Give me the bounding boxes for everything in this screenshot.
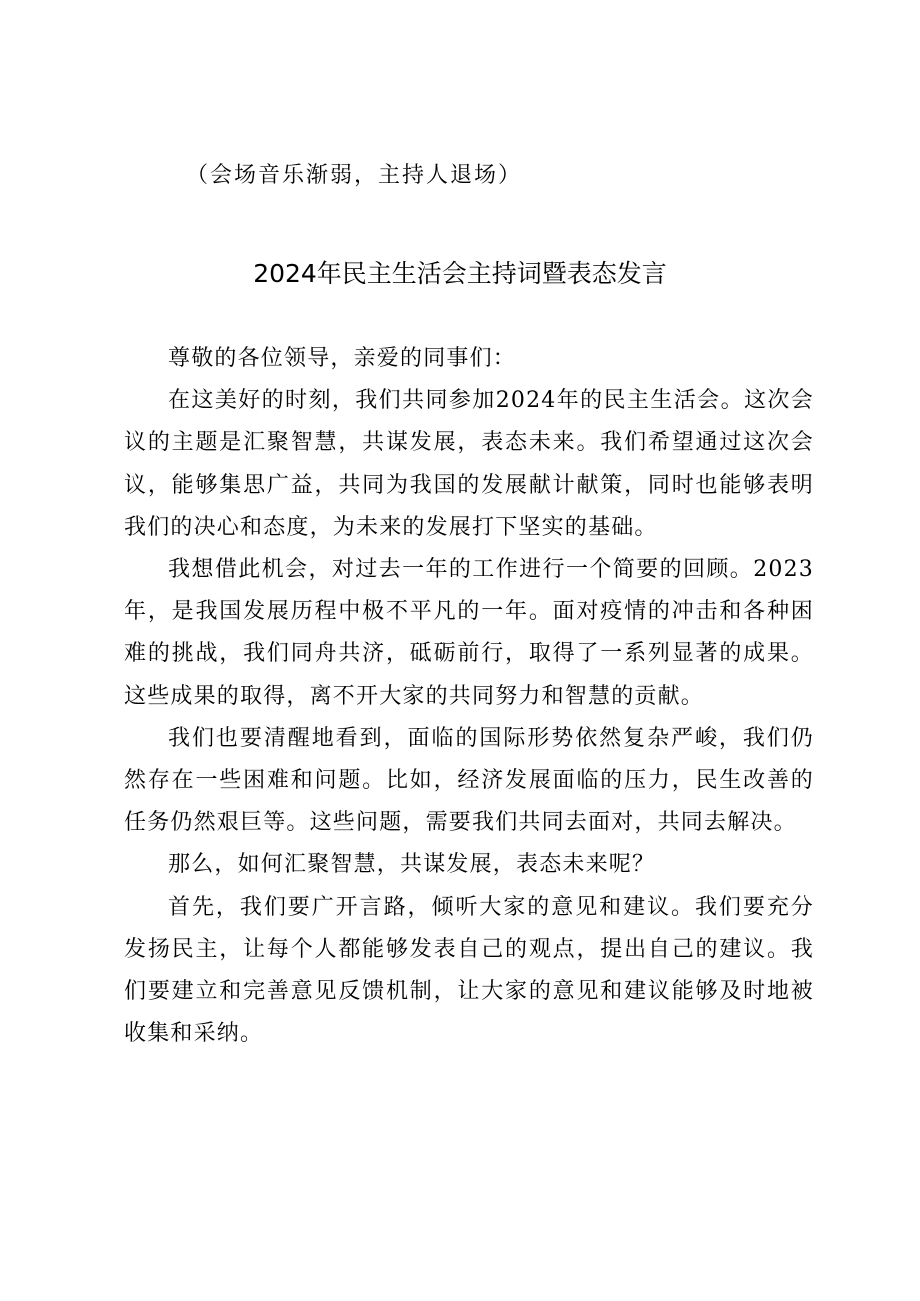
document-title: 2024年民主生活会主持词暨表态发言 xyxy=(253,259,667,288)
paragraph-challenges: 我们也要清醒地看到，面临的国际形势依然复杂严峻，我们仍然存在一些困难和问题。比如，经济发展面临的压力，民生改善的任务仍然艰巨等。这些问题，需要我们共同去面对，共同去解决。 xyxy=(124,725,814,836)
paragraph-first-point: 首先，我们要广开言路，倾听大家的意见和建议。我们要充分发扬民主，让每个人都能够发表自己的观点，提出自己的建议。我们要建立和完善意见反馈机制，让大家的意见和建议能够及时地被收集和采纳。 xyxy=(124,894,814,1047)
paragraph-question: 那么，如何汇聚智慧，共谋发展，表态未来呢？ xyxy=(168,852,656,878)
stage-direction: （会场音乐渐弱，主持人退场） xyxy=(186,163,523,188)
document-body xyxy=(124,338,814,1055)
paragraph-opening: 在这美好的时刻，我们共同参加2024年的民主生活会。这次会议的主题是汇聚智慧，共谋发展，表态未来。我们希望通过这次会议，能够集思广益，共同为我国的发展献计献策，同时也能够表明我们的决心和态度，为未来的发展打下坚实的基础。 xyxy=(124,388,814,540)
paragraph-review: 我想借此机会，对过去一年的工作进行一个简要的回顾。2023年，是我国发展历程中极不平凡的一年。面对疫情的冲击和各种困难的挑战，我们同舟共济，砥砺前行，取得了一系列显著的成果。这些成果的取得，离不开大家的共同努力和智慧的贡献。 xyxy=(124,557,814,709)
paragraph-greeting: 尊敬的各位领导，亲爱的同事们： xyxy=(168,346,517,371)
